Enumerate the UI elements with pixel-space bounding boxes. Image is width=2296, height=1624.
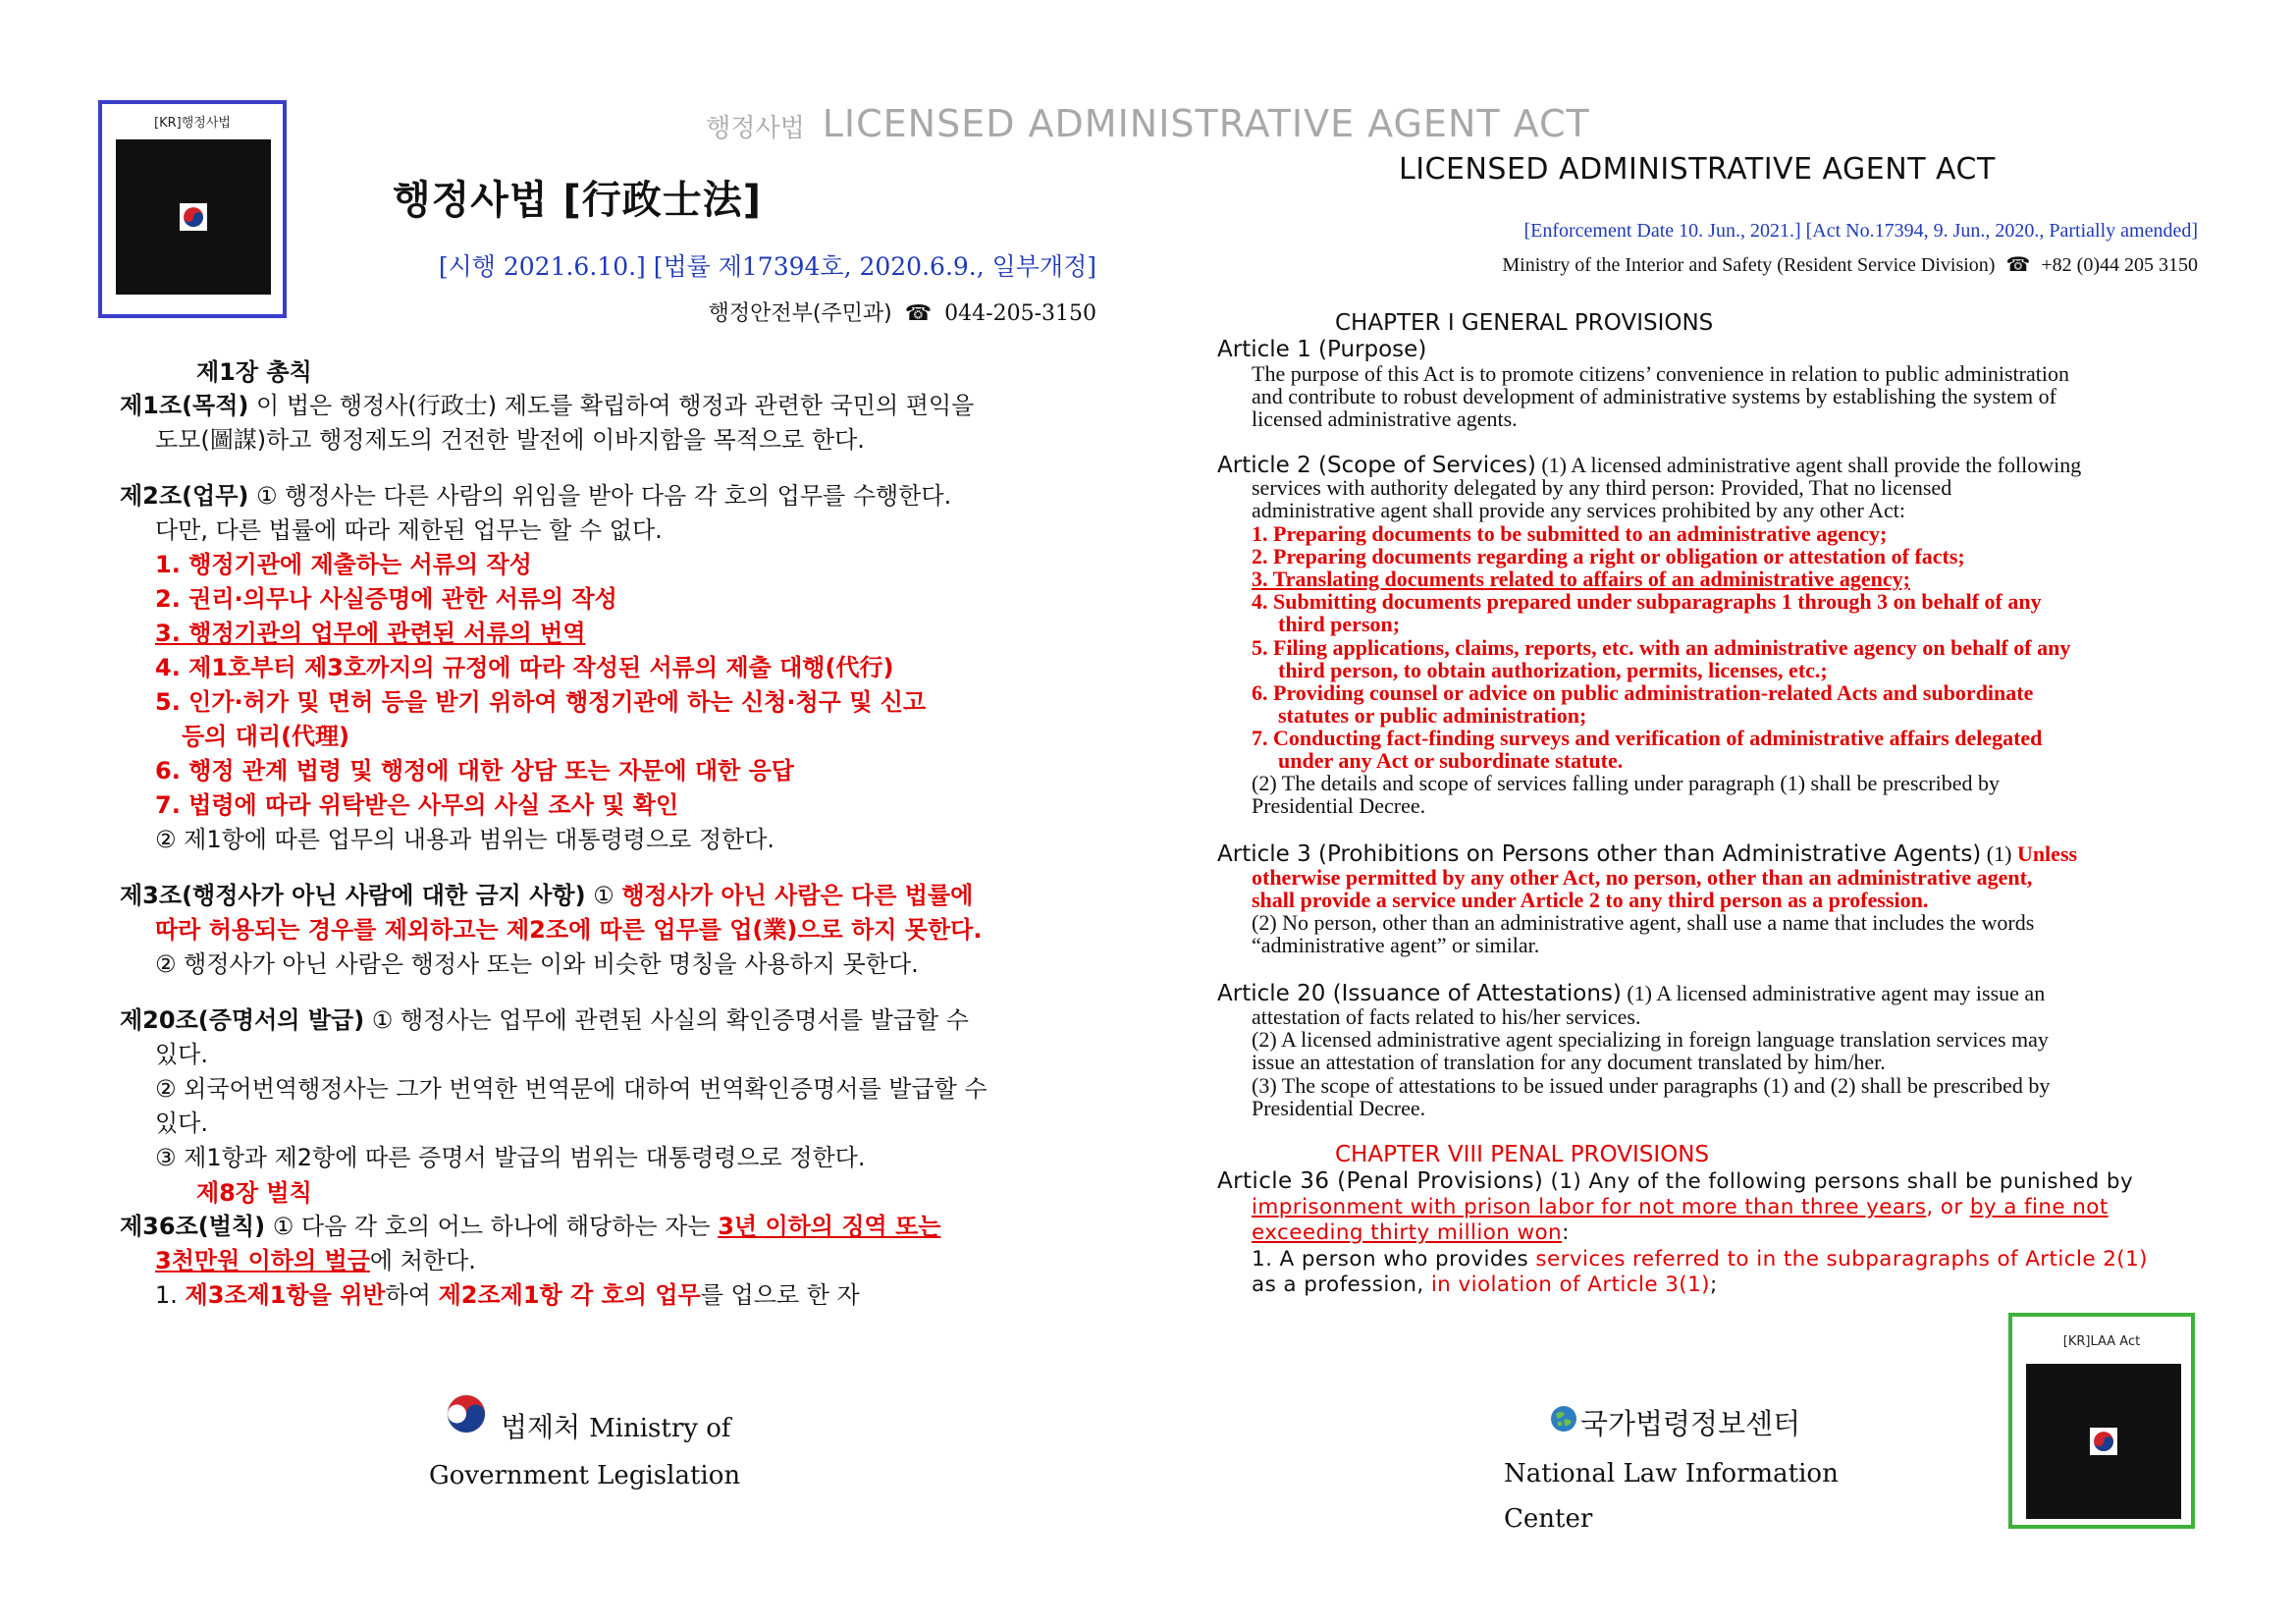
left-art3-head: 제3조(행정사가 아닌 사람에 대한 금지 사항) [120,882,586,909]
right-art2-text1: (1) A licensed administrative agent shall provide the following [1535,453,2082,477]
left-phone: 044-205-3150 [944,301,1096,326]
right-art36-line3 [1252,1220,1570,1246]
right-art1-line2: and contribute to robust development of administrative systems by establishing the system of [1252,384,2056,408]
left-chapter1: 제1장 총칙 [196,358,312,386]
left-art2-item5: 5. 인가·허가 및 면허 등을 받기 위하여 행정기관에 하는 신청·청구 및 신고 [155,688,927,716]
left-art2-item2: 2. 권리·의무나 사실증명에 관한 서류의 작성 [155,585,617,613]
left-art36-text2a: 3천만원 이하의 벌금 [155,1247,370,1274]
qr-code-left[interactable] [98,100,287,318]
left-art36-item1-a: 제3조제1항을 위반 [185,1281,386,1309]
right-art36-line2 [1252,1195,2109,1220]
right-art2-line2: services with authority delegated by any third person: Provided, That no licensed [1252,475,1952,500]
right-art3-red3: shall provide a service under Article 2 to any third person as a profession. [1252,888,1929,912]
right-art20-l6: Presidential Decree. [1252,1096,1426,1120]
right-art2-line3: administrative agent shall provide any services prohibited by any other Act: [1252,498,1905,522]
qr-right-label: [KR]LAA Act [2062,1334,2141,1349]
left-art2-item7: 7. 법령에 따라 위탁받은 사무의 사실 조사 및 확인 [155,791,679,819]
taegeuk-icon [183,206,204,228]
right-art2-head: Article 2 (Scope of Services) [1217,453,1536,478]
right-art36-red-b: by a fine not [1969,1195,2109,1219]
right-art36-mid: , or [1926,1195,1970,1219]
right-art2-item4-cont: third person; [1278,612,1401,636]
left-chapter8: 제8장 벌칙 [196,1179,312,1207]
right-art36-item1-e: ; [1709,1272,1718,1297]
right-art36-end: : [1562,1220,1570,1245]
moleg-korean: 법제처 [501,1411,581,1443]
right-art36-item1-c: as a profession, [1252,1272,1431,1297]
left-enforcement-info: [시행 2021.6.10.] [법률 제17394호, 2020.6.9., 일부개정] [438,252,1096,281]
left-art2-item3-text: 3. 행정기관의 업무에 관련된 서류의 번역 [155,620,586,647]
left-art2-line1 [120,479,951,514]
right-chapter1: CHAPTER I GENERAL PROVISIONS [1335,310,1714,336]
page-banner [0,102,2296,145]
left-art20-line1 [120,1003,969,1038]
phone-icon: ☎ [2005,254,2031,276]
left-art36-line2 [155,1244,476,1278]
nlic-korean: 국가법령정보센터 [1580,1407,1801,1440]
qr-code-right[interactable] [2008,1313,2195,1529]
left-art36-text1b: 3년 이하의 징역 또는 [718,1213,941,1240]
left-art2-line2: 다만, 다른 법률에 따라 제한된 업무는 할 수 없다. [155,516,663,544]
left-art36-item1-d: 를 업으로 한 자 [700,1281,860,1309]
right-art20-l4: issue an attestation of translation for any document translated by him/her. [1252,1050,1886,1074]
banner-korean: 행정사법 [706,114,805,143]
right-art3-para2a: (2) No person, other than an administrative agent, shall use a name that includes the words [1252,910,2035,935]
moleg-english1: Ministry of [589,1414,731,1443]
right-art36-item1-b: services referred to in the subparagraphs of Article 2(1) [1535,1247,2148,1272]
left-art3-circle: ① [585,882,622,909]
right-art3-para2b: “administrative agent” or similar. [1252,933,1540,957]
left-art2-para2: ② 제1항에 따른 업무의 내용과 범위는 대통령령으로 정한다. [155,826,775,853]
right-art2-item5-cont: third person, to obtain authorization, permits, licenses, etc.; [1278,658,1828,682]
right-art20-l3: (2) A licensed administrative agent specializing in foreign language translation services may [1252,1027,2049,1052]
right-ministry-line [1502,252,2198,277]
left-title: 행정사법 [行政士法] [393,178,763,223]
left-art20-para2a: ② 외국어번역행정사는 그가 번역한 번역문에 대하여 번역확인증명서를 발급할 수 [155,1075,988,1103]
left-art2-item5-cont: 등의 대리(代理) [182,723,350,750]
right-art36-item1-a: 1. A person who provides [1252,1247,1536,1272]
right-art20-l2: attestation of facts related to his/her services. [1252,1004,1641,1029]
left-art20-text1: ① 행정사는 업무에 관련된 사실의 확인증명서를 발급할 수 [364,1006,969,1034]
right-art2-item7: 7. Conducting fact-finding surveys and verification of administrative affairs delegated [1252,726,2043,750]
right-art2-item7-cont: under any Act or subordinate statute. [1278,748,1624,773]
left-art2-item6: 6. 행정 관계 법령 및 행정에 대한 상담 또는 자문에 대한 응답 [155,757,794,785]
right-art36-text1: (1) Any of the following persons shall be punished by [1543,1169,2134,1194]
left-art1-line2: 도모(圖謀)하고 행정제도의 건전한 발전에 이바지함을 목적으로 한다. [155,426,865,454]
left-art1-text1: 이 법은 행정사(行政士) 제도를 확립하여 행정과 관련한 국민의 편익을 [248,392,975,419]
right-art2-item3-text: 3. Translating documents related to affairs of an administrative agency; [1252,567,1910,591]
left-art2-item3 [155,617,586,651]
qr-module [266,290,271,295]
left-art20-para2b: 있다. [155,1110,208,1137]
right-art1-head: Article 1 (Purpose) [1217,337,1427,362]
right-art2-item3 [1252,568,1910,590]
right-art20-head: Article 20 (Issuance of Attestations) [1217,981,1622,1006]
left-art2-head: 제2조(업무) [120,482,249,510]
left-art20-line2: 있다. [155,1041,208,1068]
moleg-name-line1 [501,1406,731,1445]
right-art36-item1 [1252,1247,2148,1272]
qr-right-pattern [2026,1364,2181,1519]
right-art3-p1: (1) [1981,841,2017,866]
left-art20-para3: ③ 제1항과 제2항에 따른 증명서 발급의 범위는 대통령령으로 정한다. [155,1144,866,1171]
right-art36-item1-cont [1252,1272,1718,1298]
right-art36-red-c: exceeding thirty million won [1252,1220,1563,1245]
right-phone: +82 (0)44 205 3150 [2041,254,2198,276]
right-chapter8: CHAPTER VIII PENAL PROVISIONS [1335,1142,1710,1167]
right-ministry: Ministry of the Interior and Safety (Resident Service Division) [1502,254,1996,276]
qr-left-pattern [116,139,271,295]
right-art2-item2: 2. Preparing documents regarding a right or obligation or attestation of facts; [1252,544,1965,568]
right-art2-item6-cont: statutes or public administration; [1278,703,1587,728]
left-art36-item1-b: 하여 [385,1281,439,1309]
right-art2-item4: 4. Submitting documents prepared under subparagraphs 1 through 3 on behalf of any [1252,589,2042,614]
qr-left-label: [KR]행정사법 [154,116,231,131]
left-art36-item1 [155,1278,860,1313]
right-art3-red2: otherwise permitted by any other Act, no person, other than an administrative agent, [1252,865,2033,890]
qr-module [2176,1514,2181,1519]
right-art36-item1-d: in violation of Article 3(1) [1430,1272,1710,1297]
left-art2-item4: 4. 제1호부터 제3호까지의 규정에 따라 작성된 서류의 제출 대행(代行) [155,654,894,681]
right-art2-para2a: (2) The details and scope of services falling under paragraph (1) shall be prescribed by [1252,771,2000,795]
right-art3-head: Article 3 (Prohibitions on Persons other than Administrative Agents) [1217,841,1982,867]
left-art3-line2: 따라 허용되는 경우를 제외하고는 제2조에 따른 업무를 업(業)으로 하지 못한다. [155,916,983,944]
left-art3-line1 [120,879,973,913]
banner-english: LICENSED ADMINISTRATIVE AGENT ACT [822,102,1590,145]
right-art2-item1: 1. Preparing documents to be submitted to an administrative agency; [1252,521,1888,546]
left-art2-text1: ① 행정사는 다른 사람의 위임을 받아 다음 각 호의 업무를 수행한다. [248,482,952,510]
right-enforcement-info: [Enforcement Date 10. Jun., 2021.] [Act No.17394, 9. Jun., 2020., Partially amended] [1523,220,2198,242]
nlic-globe-icon [1549,1404,1578,1434]
left-art36-item1-num: 1. [155,1281,186,1309]
right-art1-line1: The purpose of this Act is to promote citizens’ convenience in relation to public administration [1252,361,2069,386]
right-art1-line3: licensed administrative agents. [1252,406,1518,431]
right-art2-para2b: Presidential Decree. [1252,793,1426,818]
left-art2-item1: 1. 행정기관에 제출하는 서류의 작성 [155,551,532,578]
right-art3-line1 [1217,842,2077,866]
left-art1-line1 [120,389,974,423]
right-title: LICENSED ADMINISTRATIVE AGENT ACT [1399,152,1996,187]
left-art36-text1a: ① 다음 각 호의 어느 하나에 해당하는 자는 [265,1213,719,1240]
moleg-english2: Government Legislation [429,1461,741,1490]
right-art36-red-a: imprisonment with prison labor for not more than three years [1252,1195,1927,1219]
left-art20-head: 제20조(증명서의 발급) [120,1006,365,1034]
right-art2-line1 [1217,454,2081,477]
right-art2-item6: 6. Providing counsel or advice on public administration-related Acts and subordinate [1252,680,2034,705]
left-art1-head: 제1조(목적) [120,392,249,419]
nlic-english1: National Law Information [1504,1459,1839,1489]
left-art3-para2: ② 행정사가 아닌 사람은 행정사 또는 이와 비슷한 명칭을 사용하지 못한다. [155,950,919,978]
right-art36-line1 [1217,1168,2133,1195]
moleg-emblem-icon [447,1394,486,1434]
right-art20-l5: (3) The scope of attestations to be issued under paragraphs (1) and (2) shall be prescribed by [1252,1073,2051,1098]
left-art36-line1 [120,1210,940,1244]
right-art20-line1 [1217,982,2045,1005]
phone-icon: ☎ [904,301,933,326]
left-art3-text1: 행정사가 아닌 사람은 다른 법률에 [621,882,974,909]
right-art20-text1: (1) A licensed administrative agent may issue an [1621,981,2046,1005]
right-art3-red1: Unless [2016,841,2078,866]
left-ministry-line [709,297,1096,327]
right-art36-head: Article 36 (Penal Provisions) [1217,1168,1544,1194]
left-art36-head: 제36조(벌칙) [120,1213,266,1240]
left-ministry: 행정안전부(주민과) [708,301,892,326]
nlic-english2: Center [1504,1504,1593,1534]
left-art36-item1-c: 제2조제1항 각 호의 업무 [438,1281,701,1309]
taegeuk-icon [2093,1431,2114,1452]
right-art2-item5: 5. Filing applications, claims, reports, etc. with an administrative agency on behalf of any [1252,635,2071,660]
left-art36-text2b: 에 처한다. [369,1247,476,1274]
